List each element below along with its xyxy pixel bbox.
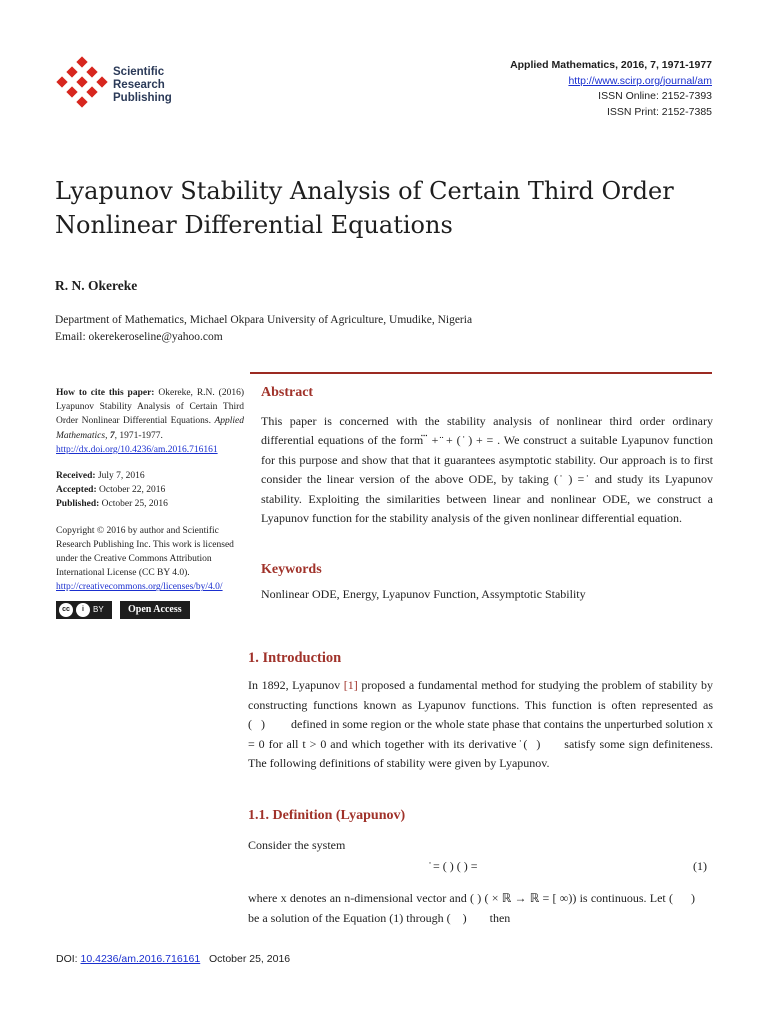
intro-heading: 1. Introduction [248,650,342,666]
published-date: October 25, 2016 [101,499,168,510]
abstract-p2: We construct a suitable Lyapunov function for this purpose and show that that it guarantees asymptotic stability. Our approach is to first consider the linear version of the above ODE, by taking [261,433,713,487]
received-date: July 7, 2016 [97,471,145,482]
page-footer [56,953,290,965]
intro-s4: x = 0 for all t > 0 and which together with its derivative [248,717,714,751]
intro-s3: defined in some region or the whole state phase that contains the unperturbed solution [291,717,704,732]
dates-block [56,469,244,512]
keywords-heading: Keywords [261,562,322,577]
published-label: Published: [56,499,100,510]
abstract-formula-2: ( ̇ ) = ̇ [553,472,590,487]
license-link[interactable]: http://creativecommons.org/licenses/by/4.0/ [56,582,223,593]
abstract-body [261,412,713,528]
cite-pages: , 1971-1977. [114,430,163,441]
definition-heading: 1.1. Definition (Lyapunov) [248,808,406,823]
def-w3: be a solution of the Equation (1) through [248,911,444,925]
reference-link[interactable]: [1] [343,678,358,692]
sidebar [56,386,244,619]
publisher-logo-icon [56,56,112,112]
equation-number: (1) [693,859,707,873]
copyright-text: Copyright © 2016 by author and Scientific Research Publishing Inc. This work is licensed under the Creative Commons Attribution International License (CC BY 4.0). [56,525,234,579]
cite-text: Okereke, R.N. (2016) Lyapunov Stability Analysis of Certain Third Order Nonlinear Differential Equations. [56,388,245,427]
license-block [56,524,244,595]
def-w4: then [489,911,511,925]
cite-label: How to cite this paper: [56,388,155,398]
definition-body: where x denotes an n-dimensional vector and ( ) ( × ℝ → ℝ = [ ∞)) is continuous. Let ( ) be a solution of the Equation (1) through ( ) then [248,891,695,925]
abstract-heading: Abstract [261,385,314,400]
footer-date: October 25, 2016 [208,953,291,965]
cite-volume: 7 [109,430,115,441]
abstract-divider [250,372,712,374]
publisher-line-3: Publishing [113,92,172,104]
abstract-p3: and study its Lyapunov stability. Exploiting the similarities between linear and nonlinear ODE, we construct a Lyapunov function for the stability analysis of the given nonlinear differential equation. [261,472,714,526]
publisher-logo [56,56,186,116]
badges [56,601,244,619]
journal-info [510,58,712,120]
journal-citation: Applied Mathematics, 2016, 7, 1971-1977 [510,59,712,71]
person-icon: i [76,603,90,617]
footer-doi-label: DOI: [56,953,78,965]
doi-link[interactable]: http://dx.doi.org/10.4236/am.2016.716161 [56,444,218,455]
intro-s1: In 1892, Lyapunov [248,678,341,692]
cite-journal: Applied Mathematics [56,416,244,441]
cc-icon: cc [59,603,73,617]
abstract-p1: This paper is concerned with the stability analysis of nonlinear third order ordinary differential equations of the form [261,414,713,448]
cc-by-badge[interactable] [56,601,112,619]
paper-title: Lyapunov Stability Analysis of Certain Third Order Nonlinear Differential Equations [55,177,674,239]
def-w2: ( ) ( × ℝ → ℝ = [ ∞)) is continuous. Let [470,891,666,905]
publisher-line-2: Research [113,79,165,91]
intro-s5: satisfy some sign definiteness. The following definitions of stability were given by Lyapunov. [248,736,714,771]
accepted-label: Accepted: [56,485,97,496]
affiliation: Department of Mathematics, Michael Okpara University of Agriculture, Umudike, Nigeria [55,314,473,326]
footer-doi-link[interactable]: 10.4236/am.2016.716161 [80,953,201,965]
consider-text: Consider the system [248,838,346,852]
def-w1: where x denotes an n-dimensional vector and [248,891,467,905]
publisher-line-1: Scientific [113,66,165,78]
cc-by-label: BY [93,604,104,614]
affiliation-block [55,312,472,346]
journal-url-link[interactable]: http://www.scirp.org/journal/am [568,74,712,87]
abstract-formula-1: ⃛ + ̈ + ( ̇ ) + = . [427,433,501,448]
citation-block: How to cite this paper: Okereke, R.N. (2016) Lyapunov Stability Analysis of Certain Third Order Nonlinear Differential Equations. Applied Mathematics, 7, 1971-1977. http://dx.doi.org/10.4236/am.2016.716161 [56,388,245,455]
equation-1: ̇ = ( ) ( ) = [430,859,478,873]
intro-s2: proposed a fundamental method for studying the problem of stability by constructing functions known as Lyapunov functions. This function is often represented as [248,678,714,712]
author-email: Email: okerekeroseline@yahoo.com [55,331,223,343]
keywords-text: Nonlinear ODE, Energy, Lyapunov Function, Assymptotic Stability [261,587,586,601]
publisher-name [113,66,193,105]
accepted-date: October 22, 2016 [99,485,166,496]
author-name: R. N. Okereke [55,278,138,293]
open-access-badge[interactable]: Open Access [120,601,190,619]
intro-body: In 1892, Lyapunov [1] proposed a fundamental method for studying the problem of stability by constructing functions known as Lyapunov functions. This function is often represented as ( ) defined in some region or the whole state phase that contains the unperturbed solution x = 0 for all t > 0 and which together with its derivative ̇ ( ) satisfy some sign definiteness. The following definitions of stability were given by Lyapunov. [248,678,714,771]
issn-print: ISSN Print: 2152-7385 [606,105,712,118]
received-label: Received: [56,471,96,482]
issn-online: ISSN Online: 2152-7393 [598,90,712,102]
